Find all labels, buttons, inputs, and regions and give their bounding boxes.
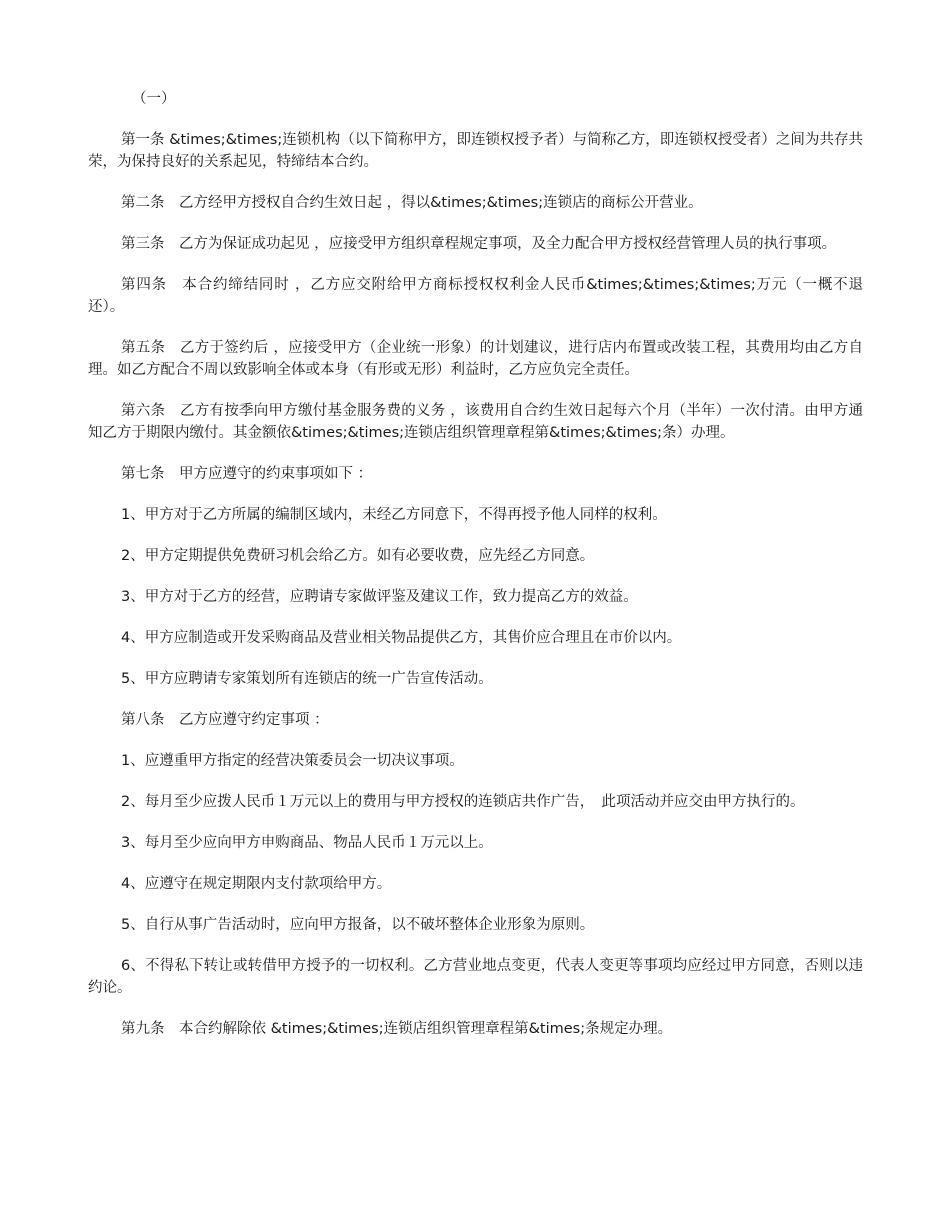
article-7-item-4: 4、甲方应制造或开发采购商品及营业相关物品提供乙方，其售价应合理且在市价以内。 (121, 630, 682, 646)
article-8-item-5: 5、自行从事广告活动时，应向甲方报备，以不破坏整体企业形象为原则。 (121, 917, 595, 933)
article-9: 第九条 本合约解除依 &times;&times;连锁店组织管理章程第&times;条规定办理。 (121, 1021, 673, 1037)
article-8: 第八条 乙方应遵守约定事项 ： (121, 712, 329, 728)
article-8-item-3: 3、每月至少应向甲方申购商品、物品人民币１万元以上。 (121, 835, 493, 851)
article-2: 第二条 乙方经甲方授权自合约生效日起 ，得以&times;&times;连锁店的商标公开营业。 (121, 195, 703, 211)
article-7: 第七条 甲方应遵守的约束事项如下 ： (121, 466, 373, 482)
article-7-item-2: 2、甲方定期提供免费研习机会给乙方。如有必要收费，应先经乙方同意。 (121, 548, 595, 564)
article-5: 第五条 乙方于签约后 ，应接受甲方（企业统一形象）的计划建议，进行店内布置或改装工程，其费用均由乙方自理。如乙方配合不周以致影响全体或本身（有形或无形）利益时，乙方应负完全责任。 (88, 340, 863, 378)
article-1: 第一条 &times;&times;连锁机构（以下简称甲方，即连锁权授予者）与简称乙方，即连锁权授受者）之间为共存共荣，为保持良好的关系起见，特缔结本合约。 (88, 132, 863, 170)
article-6: 第六条 乙方有按季向甲方缴付基金服务费的义务 ，该费用自合约生效日起每六个月（半年）一次付清。由甲方通知乙方于期限内缴付。其金额依&times;&times;连锁店组织管理章程第&times;&times;条）办理。 (88, 403, 863, 441)
article-8-item-2: 2、每月至少应拨人民币１万元以上的费用与甲方授权的连锁店共作广告， 此项活动并应交由甲方执行的。 (121, 794, 805, 810)
article-8-item-6: 6、不得私下转让或转借甲方授予的一切权利。乙方营业地点变更，代表人变更等事项均应经过甲方同意，否则以违约论。 (88, 958, 863, 996)
article-7-item-3: 3、甲方对于乙方的经营，应聘请专家做评鉴及建议工作，致力提高乙方的效益。 (121, 589, 638, 605)
article-4: 第四条 本合约缔结同时 ，乙方应交附给甲方商标授权权利金人民币&times;&times;&times;万元（一概不退还）。 (88, 277, 863, 315)
document-page (88, 88, 863, 1059)
article-7-item-1: 1、甲方对于乙方所属的编制区域内，未经乙方同意下，不得再授予他人同样的权利。 (121, 507, 667, 523)
section-heading: （一） (132, 91, 176, 107)
article-8-item-1: 1、应遵重甲方指定的经营决策委员会一切决议事项。 (121, 753, 464, 769)
article-3: 第三条 乙方为保证成功起见 ，应接受甲方组织章程规定事项，及全力配合甲方授权经营管理人员的执行事项。 (121, 236, 837, 252)
article-7-item-5: 5、甲方应聘请专家策划所有连锁店的统一广告宣传活动。 (121, 671, 493, 687)
article-8-item-4: 4、应遵守在规定期限内支付款项给甲方。 (121, 876, 392, 892)
